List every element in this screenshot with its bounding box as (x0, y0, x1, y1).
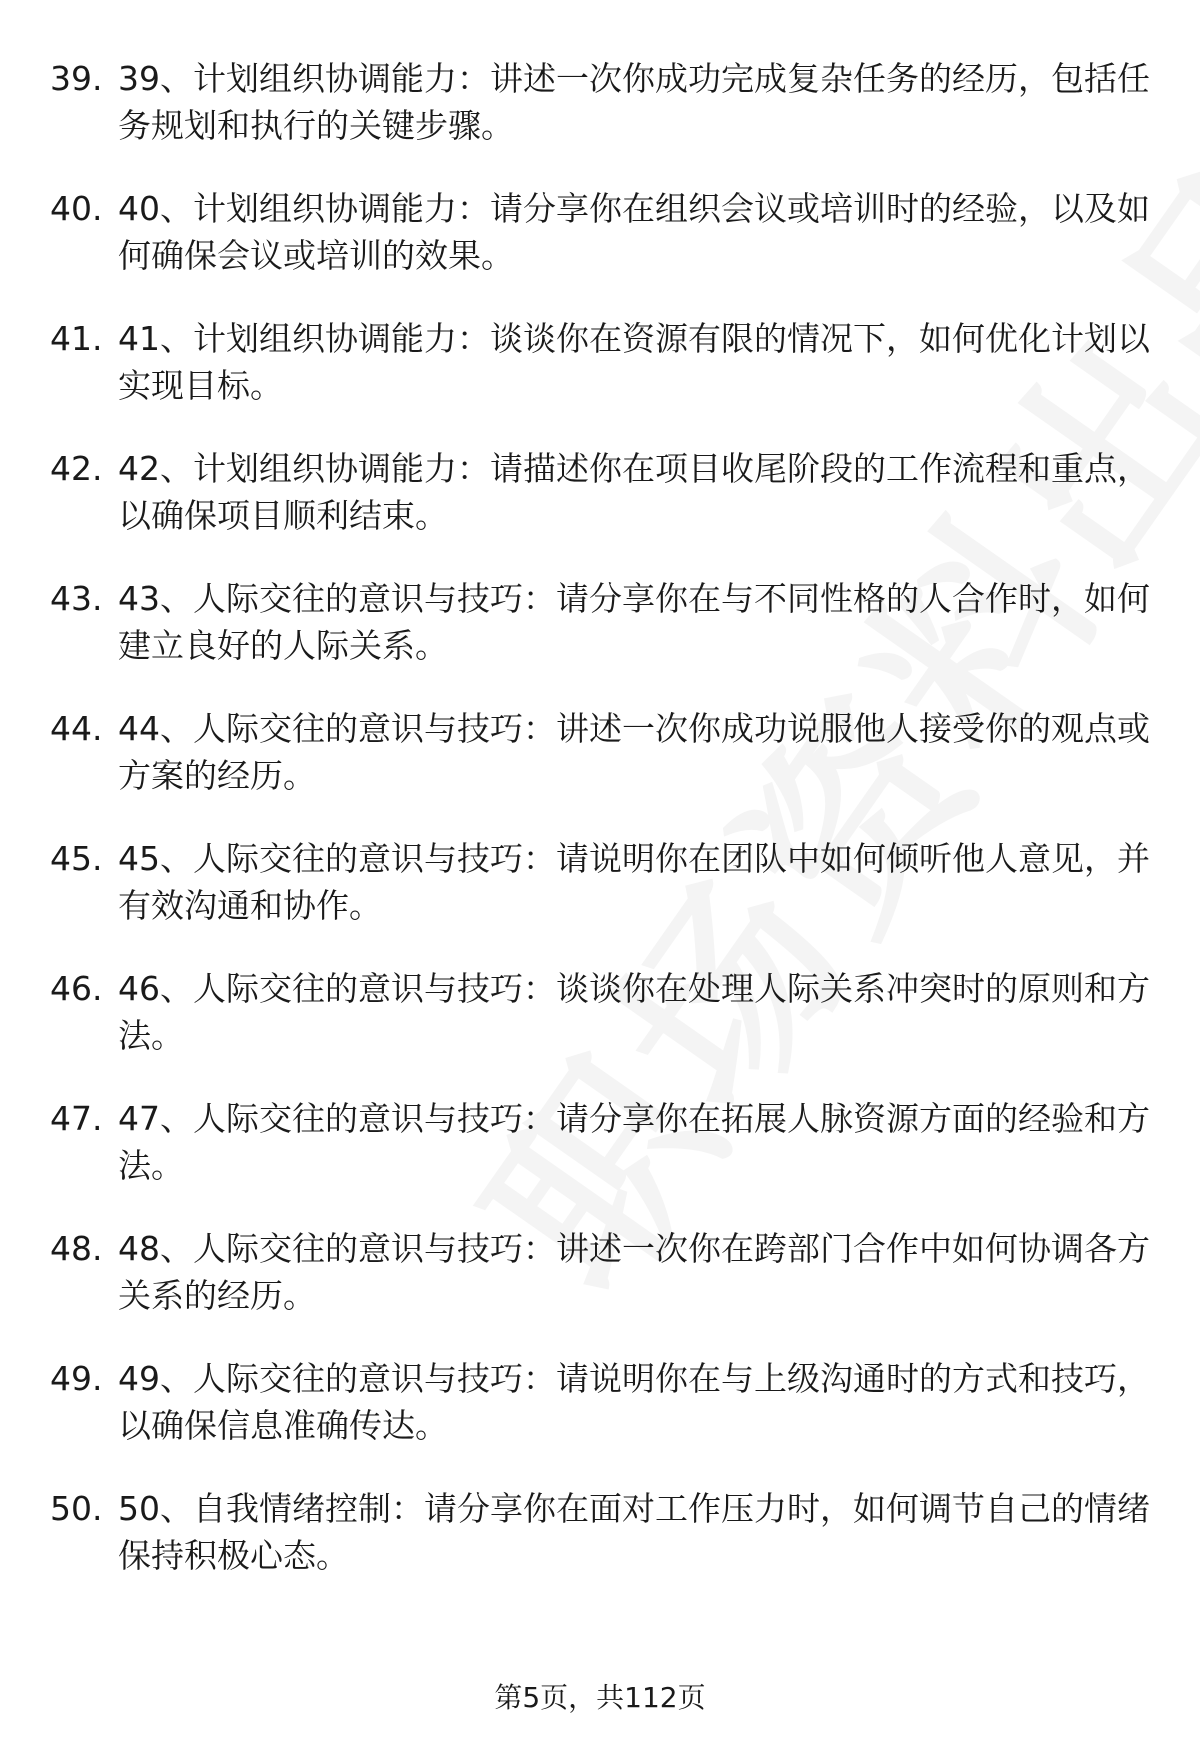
item-number: 47. (50, 1099, 103, 1138)
list-item (50, 965, 1160, 1095)
item-number: 41. (50, 319, 103, 358)
list-item (50, 835, 1160, 965)
item-number: 44. (50, 709, 103, 748)
item-number: 50. (50, 1489, 103, 1528)
list-item (50, 445, 1160, 575)
item-number: 48. (50, 1229, 103, 1268)
item-text: 40、计划组织协调能力：请分享你在组织会议或培训时的经验，以及如何确保会议或培训的效果。 (118, 189, 1150, 275)
item-number: 40. (50, 189, 103, 228)
item-number: 49. (50, 1359, 103, 1398)
item-text: 46、人际交往的意识与技巧：谈谈你在处理人际关系冲突时的原则和方法。 (118, 969, 1150, 1055)
item-text: 48、人际交往的意识与技巧：讲述一次你在跨部门合作中如何协调各方关系的经历。 (118, 1229, 1150, 1315)
item-number: 46. (50, 969, 103, 1008)
list-item (50, 575, 1160, 705)
item-text: 43、人际交往的意识与技巧：请分享你在与不同性格的人合作时，如何建立良好的人际关系。 (118, 579, 1150, 665)
item-text: 45、人际交往的意识与技巧：请说明你在团队中如何倾听他人意见，并有效沟通和协作。 (118, 839, 1150, 925)
item-text: 44、人际交往的意识与技巧：讲述一次你成功说服他人接受你的观点或方案的经历。 (118, 709, 1150, 795)
list-item (50, 1095, 1160, 1225)
item-text: 41、计划组织协调能力：谈谈你在资源有限的情况下，如何优化计划以实现目标。 (118, 319, 1150, 405)
item-text: 50、自我情绪控制：请分享你在面对工作压力时，如何调节自己的情绪保持积极心态。 (118, 1489, 1150, 1575)
item-text: 47、人际交往的意识与技巧：请分享你在拓展人脉资源方面的经验和方法。 (118, 1099, 1150, 1185)
question-list (50, 55, 1160, 1615)
list-item (50, 315, 1160, 445)
list-item (50, 1225, 1160, 1355)
page-footer: 第5页，共112页 (494, 1681, 706, 1714)
item-number: 45. (50, 839, 103, 878)
item-number: 42. (50, 449, 103, 488)
item-text: 49、人际交往的意识与技巧：请说明你在与上级沟通时的方式和技巧，以确保信息准确传达。 (118, 1359, 1150, 1445)
item-text: 39、计划组织协调能力：讲述一次你成功完成复杂任务的经历，包括任务规划和执行的关键步骤。 (118, 59, 1150, 145)
item-number: 43. (50, 579, 103, 618)
list-item (50, 185, 1160, 315)
list-item (50, 55, 1160, 185)
list-item (50, 1485, 1160, 1615)
item-number: 39. (50, 59, 103, 98)
list-item (50, 705, 1160, 835)
item-text: 42、计划组织协调能力：请描述你在项目收尾阶段的工作流程和重点，以确保项目顺利结束。 (118, 449, 1150, 535)
list-item (50, 1355, 1160, 1485)
